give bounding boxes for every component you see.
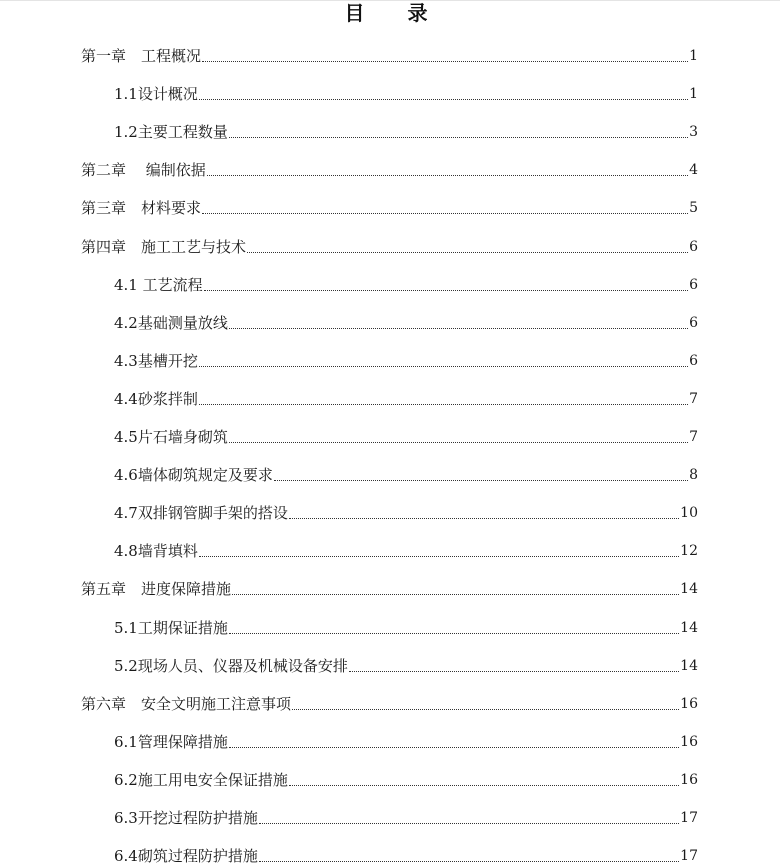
toc-section-entry[interactable] [0, 790, 780, 828]
toc-dot-leader [202, 212, 688, 214]
toc-dot-leader [274, 479, 688, 481]
toc-page-number: 1 [689, 86, 698, 103]
toc-page-number: 4 [689, 162, 698, 179]
toc-page-number: 14 [680, 619, 698, 636]
toc-dot-leader [232, 593, 679, 595]
toc-entry-label: 第二章 编制依据 [81, 161, 206, 180]
toc-dot-leader [259, 860, 679, 862]
toc-entry-label: 1.1设计概况 [114, 85, 198, 104]
toc-chapter-entry[interactable] [0, 218, 780, 256]
toc-chapter-entry[interactable] [0, 676, 780, 714]
toc-dot-leader [207, 174, 688, 176]
toc-entry-label: 4.4砂浆拌制 [114, 389, 198, 408]
toc-dot-leader [229, 632, 679, 634]
toc-dot-leader [289, 517, 679, 519]
toc-section-entry[interactable] [0, 104, 780, 142]
toc-entry-label: 6.3开挖过程防护措施 [114, 808, 258, 827]
toc-entry-label: 第六章 安全文明施工注意事项 [81, 694, 292, 713]
toc-dot-leader [229, 746, 679, 748]
toc-entry-label: 4.7双排钢管脚手架的搭设 [114, 504, 288, 523]
toc-dot-leader [202, 60, 688, 62]
toc-page-number: 14 [680, 657, 698, 674]
toc-page-number: 1 [689, 48, 698, 65]
toc-section-entry[interactable] [0, 752, 780, 790]
toc-page-number: 5 [689, 200, 698, 217]
toc-entry-label: 4.2基础测量放线 [114, 313, 228, 332]
toc-page-number: 3 [689, 124, 698, 141]
toc-section-entry[interactable] [0, 66, 780, 104]
toc-dot-leader [349, 670, 679, 672]
toc-chapter-entry[interactable] [0, 28, 780, 66]
toc-dot-leader [199, 403, 688, 405]
toc-page-number: 16 [680, 771, 698, 788]
toc-section-entry[interactable] [0, 485, 780, 523]
toc-section-entry[interactable] [0, 599, 780, 637]
toc-dot-leader [292, 708, 679, 710]
toc-entry-label: 第五章 进度保障措施 [81, 580, 232, 599]
toc-entry-label: 4.1 工艺流程 [114, 275, 203, 294]
toc-page-number: 7 [689, 429, 698, 446]
toc-entry-label: 4.5片石墙身砌筑 [114, 428, 228, 447]
toc-page-number: 6 [689, 276, 698, 293]
toc-page-number: 16 [680, 695, 698, 712]
toc-section-entry[interactable] [0, 714, 780, 752]
toc-page-number: 8 [689, 467, 698, 484]
toc-chapter-entry[interactable] [0, 180, 780, 218]
toc-page-number: 7 [689, 390, 698, 407]
toc-entry-label: 5.1工期保证措施 [114, 618, 228, 637]
toc-page-number: 6 [689, 352, 698, 369]
toc-entry-label: 4.8墙背填料 [114, 542, 198, 561]
toc-list [0, 28, 780, 866]
toc-chapter-entry[interactable] [0, 561, 780, 599]
toc-entry-label: 6.2施工用电安全保证措施 [114, 770, 288, 789]
toc-section-entry[interactable] [0, 447, 780, 485]
toc-entry-label: 第四章 施工工艺与技术 [81, 237, 247, 256]
toc-section-entry[interactable] [0, 295, 780, 333]
toc-dot-leader [247, 251, 688, 253]
toc-section-entry[interactable] [0, 828, 780, 866]
toc-page-number: 17 [680, 809, 698, 826]
toc-page-number: 16 [680, 733, 698, 750]
toc-title: 目 录 [344, 1, 446, 25]
toc-dot-leader [199, 555, 679, 557]
toc-page-number: 17 [680, 848, 698, 865]
toc-entry-label: 5.2现场人员、仪器及机械设备安排 [114, 656, 348, 675]
toc-section-entry[interactable] [0, 523, 780, 561]
toc-entry-label: 6.4砌筑过程防护措施 [114, 847, 258, 866]
toc-entry-label: 4.3基槽开挖 [114, 351, 198, 370]
toc-page-number: 14 [680, 581, 698, 598]
toc-section-entry[interactable] [0, 257, 780, 295]
toc-dot-leader [289, 784, 679, 786]
toc-chapter-entry[interactable] [0, 142, 780, 180]
toc-dot-leader [229, 327, 688, 329]
toc-entry-label: 第一章 工程概况 [81, 47, 202, 66]
toc-section-entry[interactable] [0, 638, 780, 676]
toc-entry-label: 6.1管理保障措施 [114, 732, 228, 751]
toc-entry-label: 4.6墙体砌筑规定及要求 [114, 466, 273, 485]
toc-page-number: 12 [680, 543, 698, 560]
toc-dot-leader [199, 98, 688, 100]
toc-section-entry[interactable] [0, 371, 780, 409]
toc-entry-label: 第三章 材料要求 [81, 199, 202, 218]
toc-entry-label: 1.2主要工程数量 [114, 123, 228, 142]
toc-section-entry[interactable] [0, 333, 780, 371]
toc-page-number: 6 [689, 314, 698, 331]
toc-dot-leader [259, 822, 679, 824]
toc-page-number: 6 [689, 238, 698, 255]
toc-dot-leader [199, 365, 688, 367]
toc-section-entry[interactable] [0, 409, 780, 447]
toc-dot-leader [229, 441, 688, 443]
toc-dot-leader [204, 289, 688, 291]
toc-page-number: 10 [680, 505, 698, 522]
toc-dot-leader [229, 136, 688, 138]
